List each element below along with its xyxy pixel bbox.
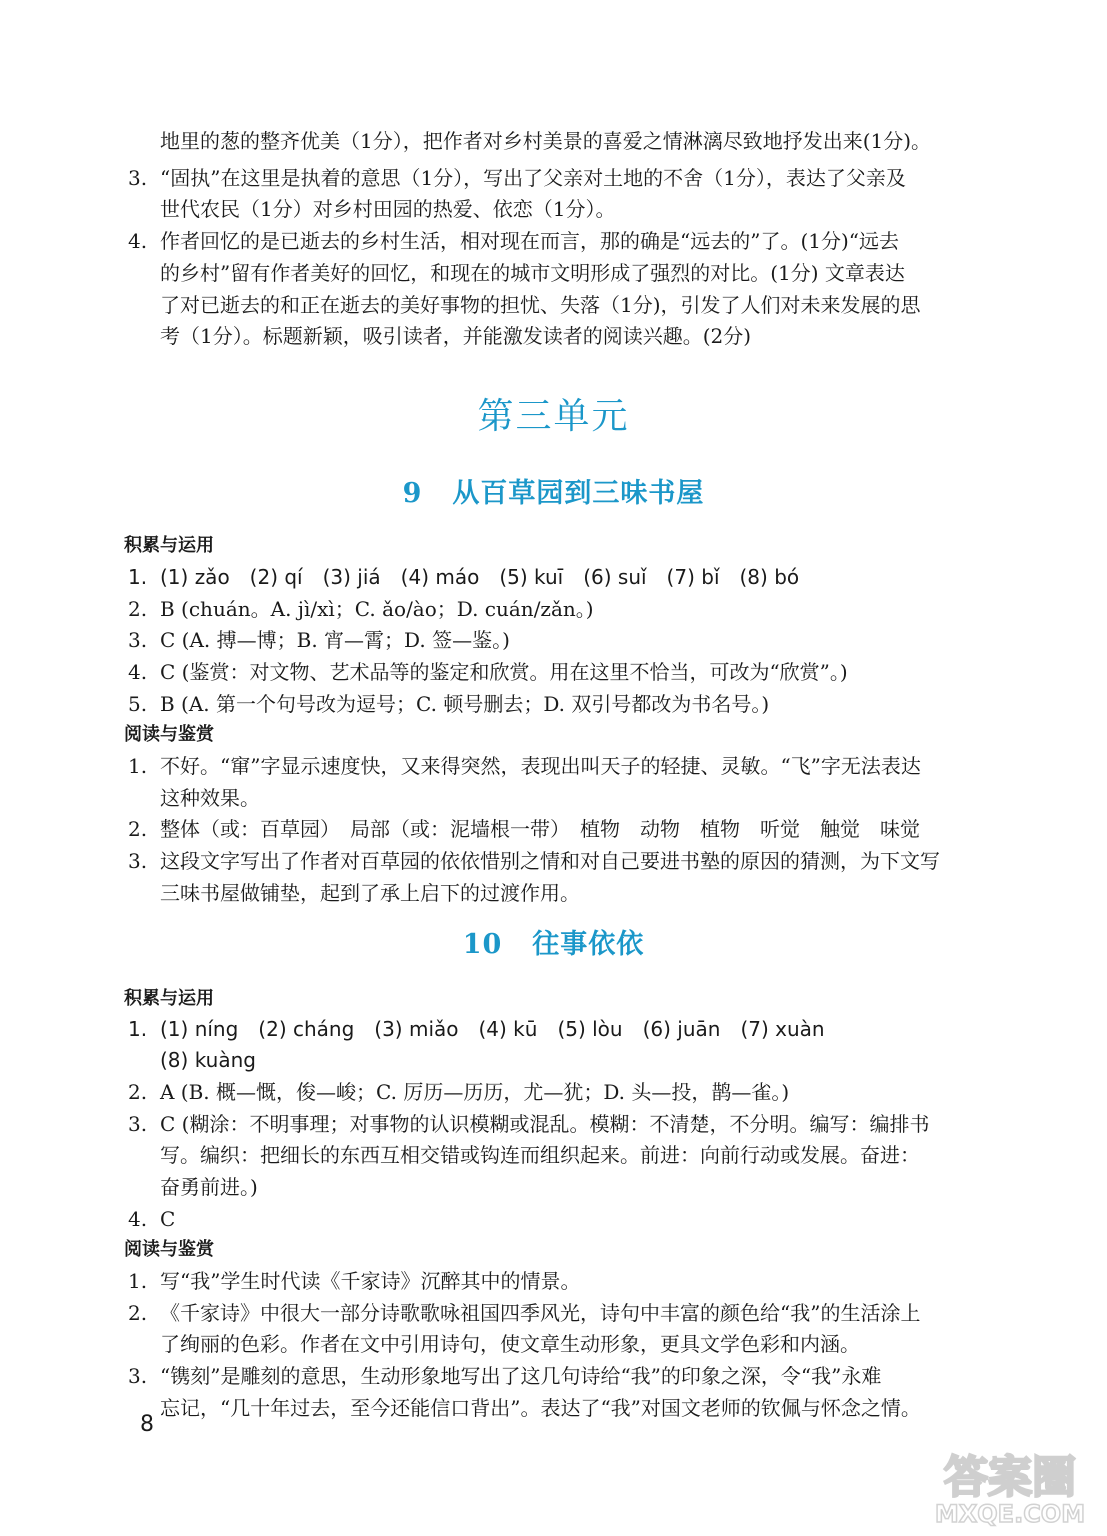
answer-text: C: [160, 1207, 176, 1231]
item-number: 3.: [128, 849, 148, 873]
answer-text: 奋勇前进。): [160, 1175, 258, 1199]
lesson-10-title: [0, 925, 1107, 965]
lesson-9-title: [0, 474, 1107, 514]
paragraph-text: “固执”在这里是执着的意思（1分），写出了父亲对土地的不舍（1分），表达了父亲及: [160, 166, 906, 190]
paragraph-text: 地里的葱的整齐优美（1分），把作者对乡村美景的喜爱之情淋漓尽致地抒发出来(1分)。: [160, 129, 932, 153]
paragraph-text: 作者回忆的是已逝去的乡村生活，相对现在而言，那的确是“远去的”了。(1分)“远去: [160, 229, 900, 253]
answer-text: 不好。“窜”字显示速度快，又来得突然，表现出叫天子的轻捷、灵敏。“飞”字无法表达: [160, 754, 921, 778]
item-number: 3.: [128, 166, 148, 190]
watermark-text: 答案圈: [944, 1452, 1076, 1503]
answer-text: 写。编织：把细长的东西互相交错或钩连而组织起来。前进：向前行动或发展。奋进：: [160, 1143, 920, 1167]
item-number: 1.: [128, 1269, 148, 1293]
answer-text: 这段文字写出了作者对百草园的依依惜别之情和对自己要进书塾的原因的猜测，为下文写: [160, 849, 940, 873]
item-number: 2.: [128, 597, 148, 621]
unit-title: 第三单元: [477, 396, 630, 437]
item-number: 2.: [128, 1301, 148, 1325]
section-heading-accumulate: 积累与运用: [124, 535, 214, 556]
paragraph-text: 的乡村”留有作者美好的回忆，和现在的城市文明形成了强烈的对比。(1分) 文章表达: [160, 261, 905, 285]
item-number: 3.: [128, 628, 148, 652]
item-number: 4.: [128, 660, 148, 684]
lesson-number: 9: [402, 478, 423, 509]
answer-text: C (鉴赏：对文物、艺术品等的鉴定和欣赏。用在这里不恰当，可改为“欣赏”。): [160, 660, 848, 684]
answer-text: (8) kuàng: [160, 1048, 256, 1072]
answer-text: C (A. 搏—博；B. 宵—霄；D. 签—鉴。): [160, 628, 510, 652]
item-number: 3.: [128, 1112, 148, 1136]
answer-text: “镌刻”是雕刻的意思，生动形象地写出了这几句诗给“我”的印象之深，令“我”永难: [160, 1364, 882, 1388]
answer-text: B (A. 第一个句号改为逗号；C. 顿号删去；D. 双引号都改为书名号。): [160, 692, 770, 716]
answer-text: 整体（或：百草园） 局部（或：泥墙根一带） 植物 动物 植物 听觉 触觉 味觉: [160, 817, 920, 841]
section-heading-reading: 阅读与鉴赏: [124, 1239, 214, 1260]
paragraph-text: 考（1分）。标题新颖，吸引读者，并能激发读者的阅读兴趣。(2分): [160, 324, 752, 348]
answer-text: C (糊涂：不明事理；对事物的认识模糊或混乱。模糊：不清楚，不分明。编写：编排书: [160, 1112, 930, 1136]
section-heading-reading: 阅读与鉴赏: [124, 724, 214, 745]
answer-text: 《千家诗》中很大一部分诗歌歌咏祖国四季风光，诗句中丰富的颜色给“我”的生活涂上: [160, 1301, 921, 1325]
item-number: 3.: [128, 1364, 148, 1388]
item-number: 1.: [128, 1017, 148, 1041]
item-number: 4.: [128, 1207, 148, 1231]
answer-text: 忘记，“几十年过去，至今还能信口背出”。表达了“我”对国文老师的钦佩与怀念之情。: [160, 1396, 921, 1420]
watermark-subtext: MXQE.COM: [934, 1500, 1086, 1528]
answer-text: (1) níng (2) cháng (3) miǎo (4) kū (5) lòu (6) juān (7) xuàn: [160, 1017, 825, 1041]
page-number: 8: [140, 1412, 154, 1437]
paragraph-text: 世代农民（1分）对乡村田园的热爱、依恋（1分）。: [160, 197, 616, 221]
item-number: 1.: [128, 565, 148, 589]
item-number: 1.: [128, 754, 148, 778]
watermark-logo: [925, 1440, 1095, 1530]
answer-text: 写“我”学生时代读《千家诗》沉醉其中的情景。: [160, 1269, 581, 1293]
lesson-name: 往事依依: [532, 929, 645, 960]
answer-text: (1) zǎo (2) qí (3) jiá (4) máo (5) kuī (6) suǐ (7) bǐ (8) bó: [160, 565, 800, 589]
lesson-number: 10: [462, 929, 503, 960]
item-number: 2.: [128, 1080, 148, 1104]
lesson-name: 从百草园到三味书屋: [452, 478, 705, 509]
answer-text: 这种效果。: [160, 786, 260, 810]
answer-text: 三味书屋做铺垫，起到了承上启下的过渡作用。: [160, 881, 580, 905]
section-heading-accumulate: 积累与运用: [124, 988, 214, 1009]
answer-text: A (B. 概—慨，俊—峻；C. 厉历—历历，尤—犹；D. 头—投，鹊—雀。): [160, 1080, 790, 1104]
item-number: 5.: [128, 692, 148, 716]
paragraph-text: 了对已逝去的和正在逝去的美好事物的担忧、失落（1分)，引发了人们对未来发展的思: [160, 293, 921, 317]
answer-text: 了绚丽的色彩。作者在文中引用诗句，使文章生动形象，更具文学色彩和内涵。: [160, 1332, 860, 1356]
item-number: 2.: [128, 817, 148, 841]
answer-text: B (chuán。A. jì/xì；C. ǎo/ào；D. cuán/zǎn。): [160, 597, 594, 621]
item-number: 4.: [128, 229, 148, 253]
